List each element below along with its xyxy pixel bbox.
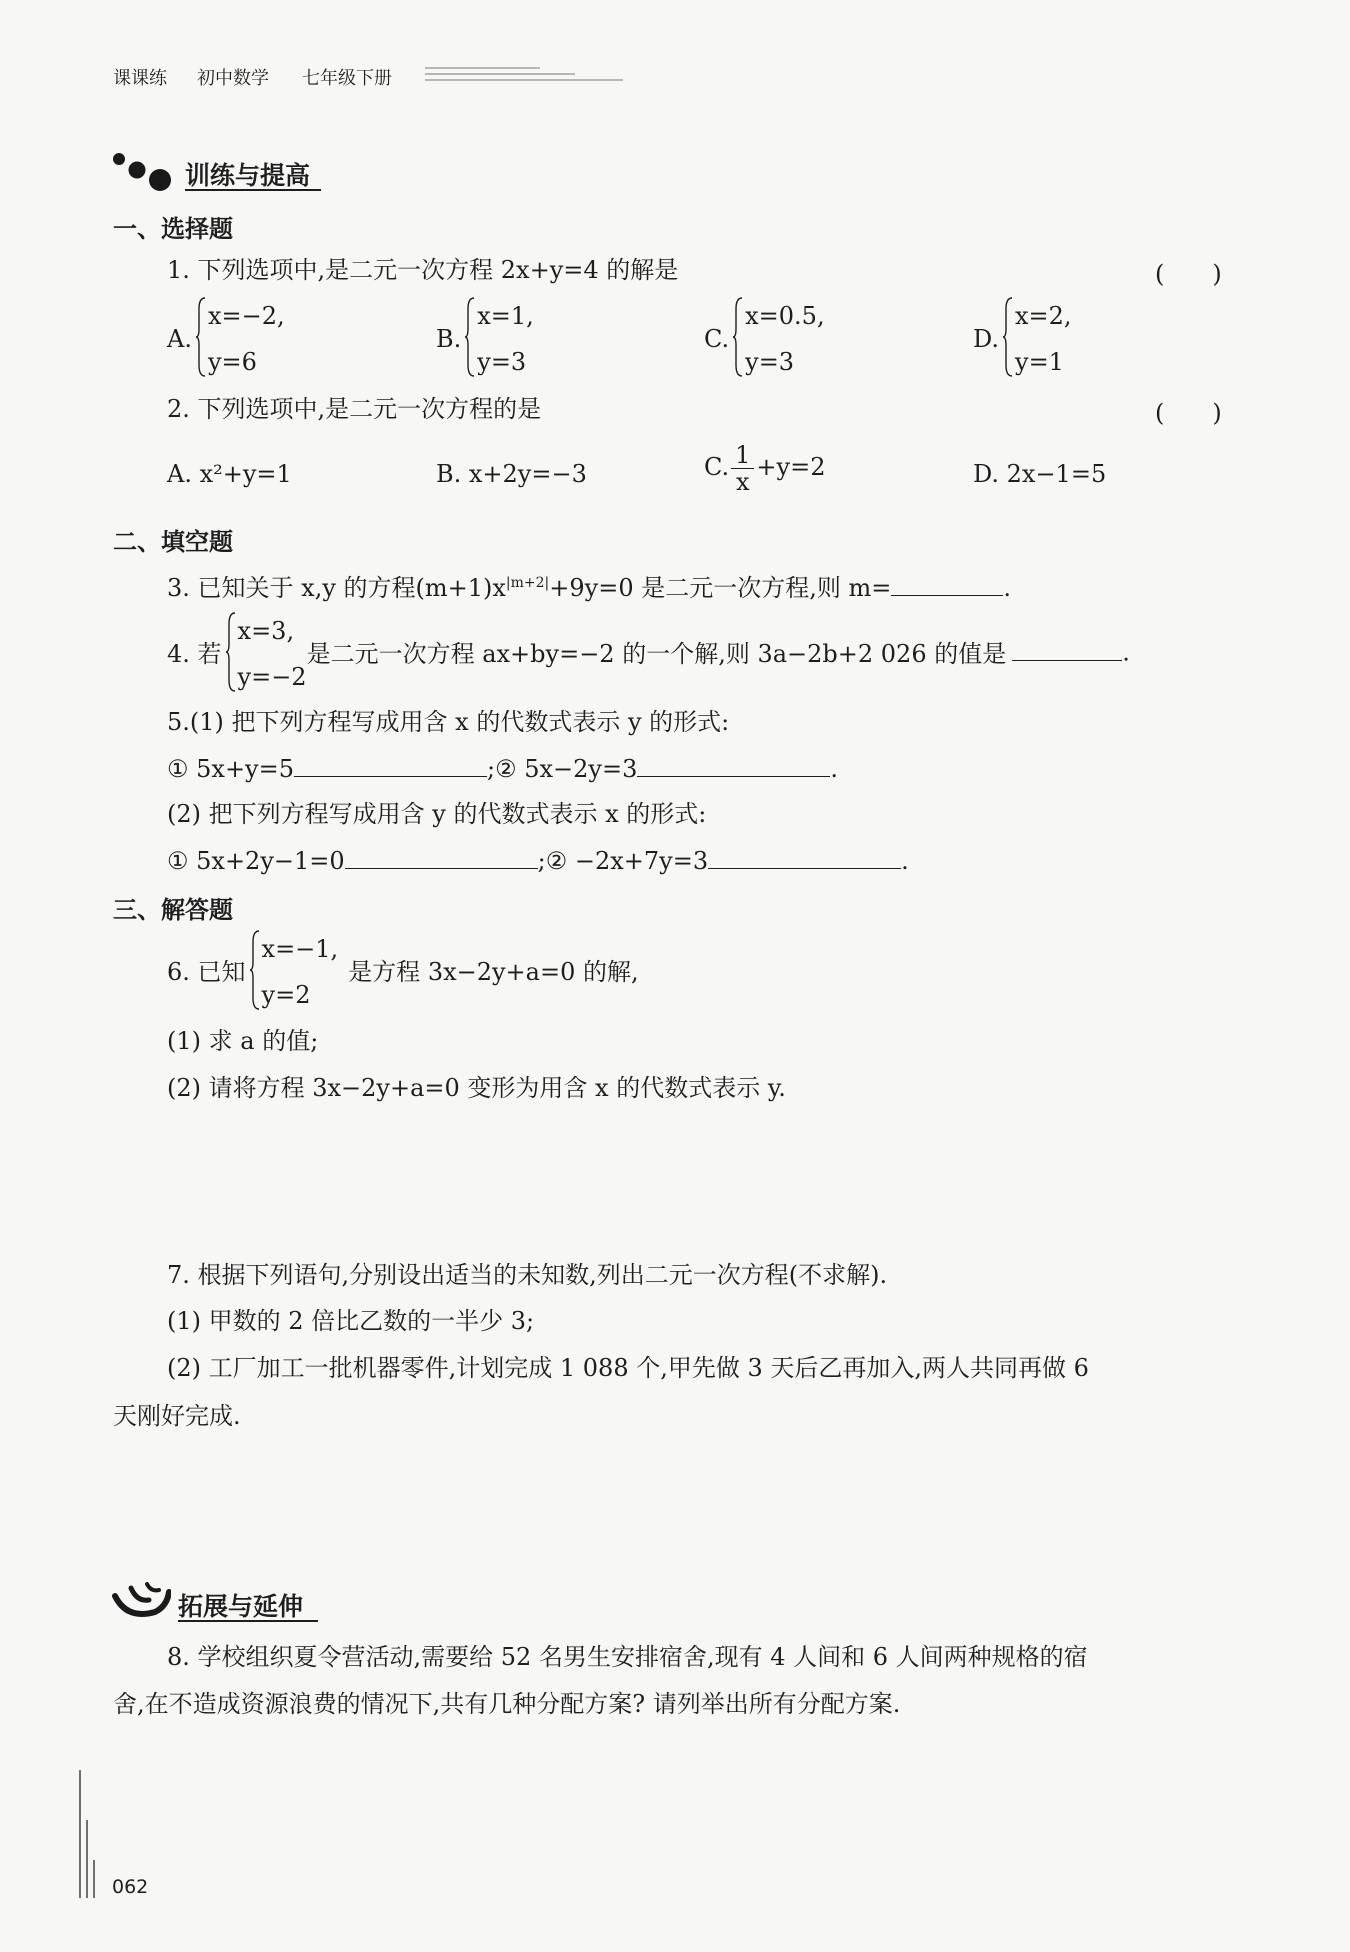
q7-sub1: (1) 甲数的 2 倍比乙数的一半少 3;	[167, 1307, 535, 1335]
dots-icon	[110, 150, 176, 194]
option-label: C.	[704, 325, 730, 353]
q6-label: 6. 已知	[167, 958, 246, 986]
fraction	[731, 442, 754, 495]
q6-sub1: (1) 求 a 的值;	[167, 1027, 319, 1055]
q1-option-b	[436, 293, 534, 385]
brace-icon	[196, 297, 206, 377]
q2-option-d: D. 2x−1=5	[973, 460, 1107, 488]
q7-sub2-line1: (2) 工厂加工一批机器零件,计划完成 1 088 个,甲先做 3 天后乙再加入,两人共同再做 6	[167, 1354, 1089, 1382]
q6-text: 是方程 3x−2y+a=0 的解,	[348, 958, 639, 986]
system-line: x=0.5,	[745, 302, 825, 330]
system-line: x=3,	[237, 617, 295, 645]
system-line: x=2,	[1015, 302, 1072, 330]
system-line: y=6	[207, 348, 257, 376]
q5-part1-items	[167, 752, 838, 785]
brace-icon	[465, 297, 475, 377]
training-title: 训练与提高	[185, 161, 311, 190]
q5-answer-blank[interactable]	[708, 844, 901, 869]
q8-line1: 8. 学校组织夏令营活动,需要给 52 名男生安排宿舍,现有 4 人间和 6 人间两种规格的宿	[167, 1643, 1088, 1671]
q2-option-a: A. x²+y=1	[167, 460, 292, 488]
q1-option-c	[704, 293, 825, 385]
q4-text: 是二元一次方程 ax+by=−2 的一个解,则 3a−2b+2 026 的值是	[306, 640, 1007, 668]
header-series: 课课练	[113, 68, 167, 89]
page-number: 062	[112, 1876, 149, 1898]
system-line: y=1	[1015, 348, 1064, 376]
system-line: y=3	[477, 348, 527, 376]
q2-option-b: B. x+2y=−3	[436, 460, 587, 488]
q1-option-d	[973, 293, 1072, 385]
system-line: x=1,	[477, 302, 534, 330]
option-label: B.	[436, 325, 462, 353]
header-grade: 七年级下册	[302, 68, 392, 89]
q4-end: .	[1122, 638, 1130, 667]
q5-item: ① 5x+y=5	[167, 755, 294, 783]
q5-part1: 5.(1) 把下列方程写成用含 x 的代数式表示 y 的形式:	[167, 708, 730, 736]
q5-answer-blank[interactable]	[345, 844, 538, 869]
part2-title: 二、填空题	[113, 528, 233, 556]
q3-end: .	[1003, 574, 1011, 602]
part1-title: 一、选择题	[113, 215, 233, 243]
q2-stem: 2. 下列选项中,是二元一次方程的是	[167, 395, 542, 423]
q5-item: ① 5x+2y−1=0	[167, 847, 345, 875]
q5-item: ;② 5x−2y=3	[487, 755, 638, 783]
q1-stem: 1. 下列选项中,是二元一次方程 2x+y=4 的解是	[167, 256, 679, 284]
q1-option-a	[167, 293, 285, 385]
q3-exponent: |m+2|	[505, 575, 550, 591]
system-line: y=−2	[237, 663, 307, 691]
q8-line2: 舍,在不造成资源浪费的情况下,共有几种分配方案? 请列举出所有分配方案.	[113, 1690, 901, 1718]
training-title-underline	[185, 189, 321, 191]
q6-sub2: (2) 请将方程 3x−2y+a=0 变形为用含 x 的代数式表示 y.	[167, 1074, 786, 1102]
q2-option-c	[704, 442, 825, 495]
q3-post: +9y=0 是二元一次方程,则 m=	[549, 574, 892, 602]
option-label: D.	[973, 325, 1000, 353]
option-label: C.	[704, 453, 730, 481]
q4-answer-blank[interactable]	[1012, 636, 1122, 661]
q5-answer-blank[interactable]	[294, 752, 487, 777]
swoosh-icon	[111, 1582, 171, 1628]
q5-part2: (2) 把下列方程写成用含 y 的代数式表示 x 的形式:	[167, 800, 707, 828]
system-line: x=−2,	[207, 302, 285, 330]
q5-item: ;② −2x+7y=3	[537, 847, 709, 875]
q7-sub2-line2: 天刚好完成.	[113, 1402, 241, 1430]
q6-line	[167, 926, 639, 1018]
q5-answer-blank[interactable]	[637, 752, 830, 777]
brace-icon	[250, 930, 260, 1010]
q2-answer-paren: ( )	[1155, 399, 1222, 427]
brace-icon	[733, 297, 743, 377]
brace-icon	[226, 612, 236, 692]
option-label: A.	[167, 325, 192, 353]
option-c-rest: +y=2	[756, 453, 826, 481]
system-line: y=3	[745, 348, 795, 376]
q3-line	[167, 567, 1011, 604]
header-rule-lines	[425, 66, 625, 86]
q5-end: .	[901, 847, 909, 875]
q3-pre: 3. 已知关于 x,y 的方程(m+1)x	[167, 574, 506, 602]
q1-answer-paren: ( )	[1155, 260, 1222, 288]
q5-part2-items	[167, 844, 909, 877]
fraction-numerator: 1	[731, 442, 754, 469]
margin-lines	[78, 1770, 102, 1900]
part3-title: 三、解答题	[113, 896, 233, 924]
q7-stem: 7. 根据下列语句,分别设出适当的未知数,列出二元一次方程(不求解).	[167, 1261, 888, 1289]
brace-icon	[1003, 297, 1013, 377]
extension-title: 拓展与延伸	[178, 1592, 304, 1621]
fraction-denominator: x	[736, 468, 750, 496]
q5-end: .	[830, 755, 838, 783]
extension-title-underline	[178, 1620, 318, 1622]
q4-line	[167, 608, 1130, 700]
header-level: 初中数学	[197, 68, 269, 89]
system-line: x=−1,	[261, 935, 339, 963]
q3-answer-blank[interactable]	[891, 571, 1003, 596]
q4-label: 4. 若	[167, 640, 222, 668]
system-line: y=2	[261, 981, 311, 1009]
